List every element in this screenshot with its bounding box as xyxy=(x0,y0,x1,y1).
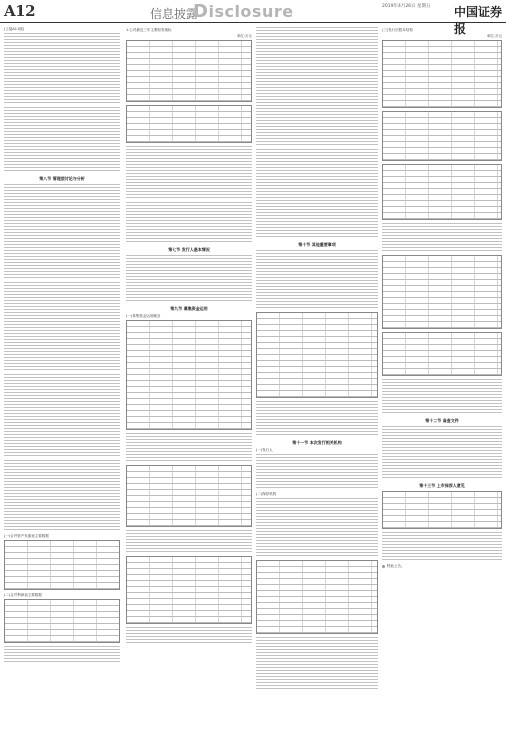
section-heading: 第十三节 上市保荐人意见 xyxy=(419,483,465,488)
body-text-block xyxy=(256,454,378,490)
body-text-block xyxy=(4,374,120,458)
column-1 xyxy=(4,27,120,666)
data-table xyxy=(382,40,502,108)
data-table xyxy=(382,255,502,329)
data-table xyxy=(126,40,252,102)
table-title: (一)合并资产负债表主要数据 xyxy=(4,534,49,538)
body-text-block xyxy=(256,149,378,239)
column-4 xyxy=(382,27,502,570)
body-text-block xyxy=(256,498,378,558)
subsection-label: (二)保荐机构 xyxy=(256,492,277,496)
body-text-block xyxy=(256,401,378,437)
continued-note: (上接A11版) xyxy=(4,27,25,31)
table-title: 1.公司最近三年主要财务指标 xyxy=(126,28,172,32)
body-text-block xyxy=(4,184,120,280)
section-heading: 第十节 其他重要事项 xyxy=(298,242,336,247)
section-title-en-rest: isclosure xyxy=(208,2,294,21)
page-code: A12 xyxy=(4,2,36,20)
data-table xyxy=(256,560,378,634)
data-table xyxy=(126,465,252,527)
dateline: 2019年4月26日 星期五 xyxy=(382,4,431,9)
body-text-block xyxy=(4,107,120,173)
body-text-block xyxy=(382,223,502,253)
body-text-block xyxy=(256,637,378,691)
data-table xyxy=(4,540,120,590)
body-text-block xyxy=(382,532,502,562)
data-table xyxy=(126,556,252,624)
section-heading: 第七节 发行人基本情况 xyxy=(168,247,210,252)
section-title-en-cap: D xyxy=(193,1,209,22)
signoff-text xyxy=(382,564,502,569)
table-unit: 单位:万元 xyxy=(236,34,252,38)
body-text-block xyxy=(126,146,252,200)
data-table xyxy=(382,164,502,220)
data-table xyxy=(256,312,378,398)
body-text-block xyxy=(4,460,120,532)
body-text-block xyxy=(126,530,252,554)
body-text-block xyxy=(4,33,120,105)
section-heading: 第九节 募集资金运用 xyxy=(170,306,208,311)
data-table xyxy=(382,491,502,529)
column-2 xyxy=(126,27,252,647)
section-heading: 第十一节 本次发行相关机构 xyxy=(292,440,342,445)
table-title: (三)发行后股本结构 xyxy=(382,28,413,32)
section-heading: 第八节 管理层讨论与分析 xyxy=(39,176,85,181)
section-heading: 第十二节 备查文件 xyxy=(425,418,459,423)
data-table xyxy=(382,111,502,161)
body-text-block xyxy=(382,426,502,480)
body-text-block xyxy=(4,646,120,664)
body-text-block xyxy=(126,202,252,244)
section-title-cn: 信息披露 xyxy=(150,7,199,21)
seal-icon xyxy=(382,565,385,568)
table-title: (二)合并利润表主要数据 xyxy=(4,593,42,597)
data-table xyxy=(126,320,252,430)
data-table xyxy=(4,599,120,643)
table-title: (一)募集资金运用概况 xyxy=(126,314,161,318)
section-title-en xyxy=(193,1,294,22)
newspaper-masthead: 中国证券报 xyxy=(454,5,503,36)
subsection-label: (一)发行人 xyxy=(256,448,273,452)
data-table xyxy=(126,105,252,143)
table-unit: 单位:万元 xyxy=(486,34,502,38)
body-text-block xyxy=(382,379,502,415)
body-text-block xyxy=(256,250,378,310)
signoff-label: 特此公告。 xyxy=(387,564,405,568)
body-text-block xyxy=(126,433,252,463)
data-table xyxy=(382,332,502,376)
body-text-block xyxy=(126,627,252,645)
body-text-block xyxy=(4,282,120,372)
body-text-block xyxy=(256,27,378,147)
column-3 xyxy=(256,27,378,693)
body-text-block xyxy=(126,255,252,303)
